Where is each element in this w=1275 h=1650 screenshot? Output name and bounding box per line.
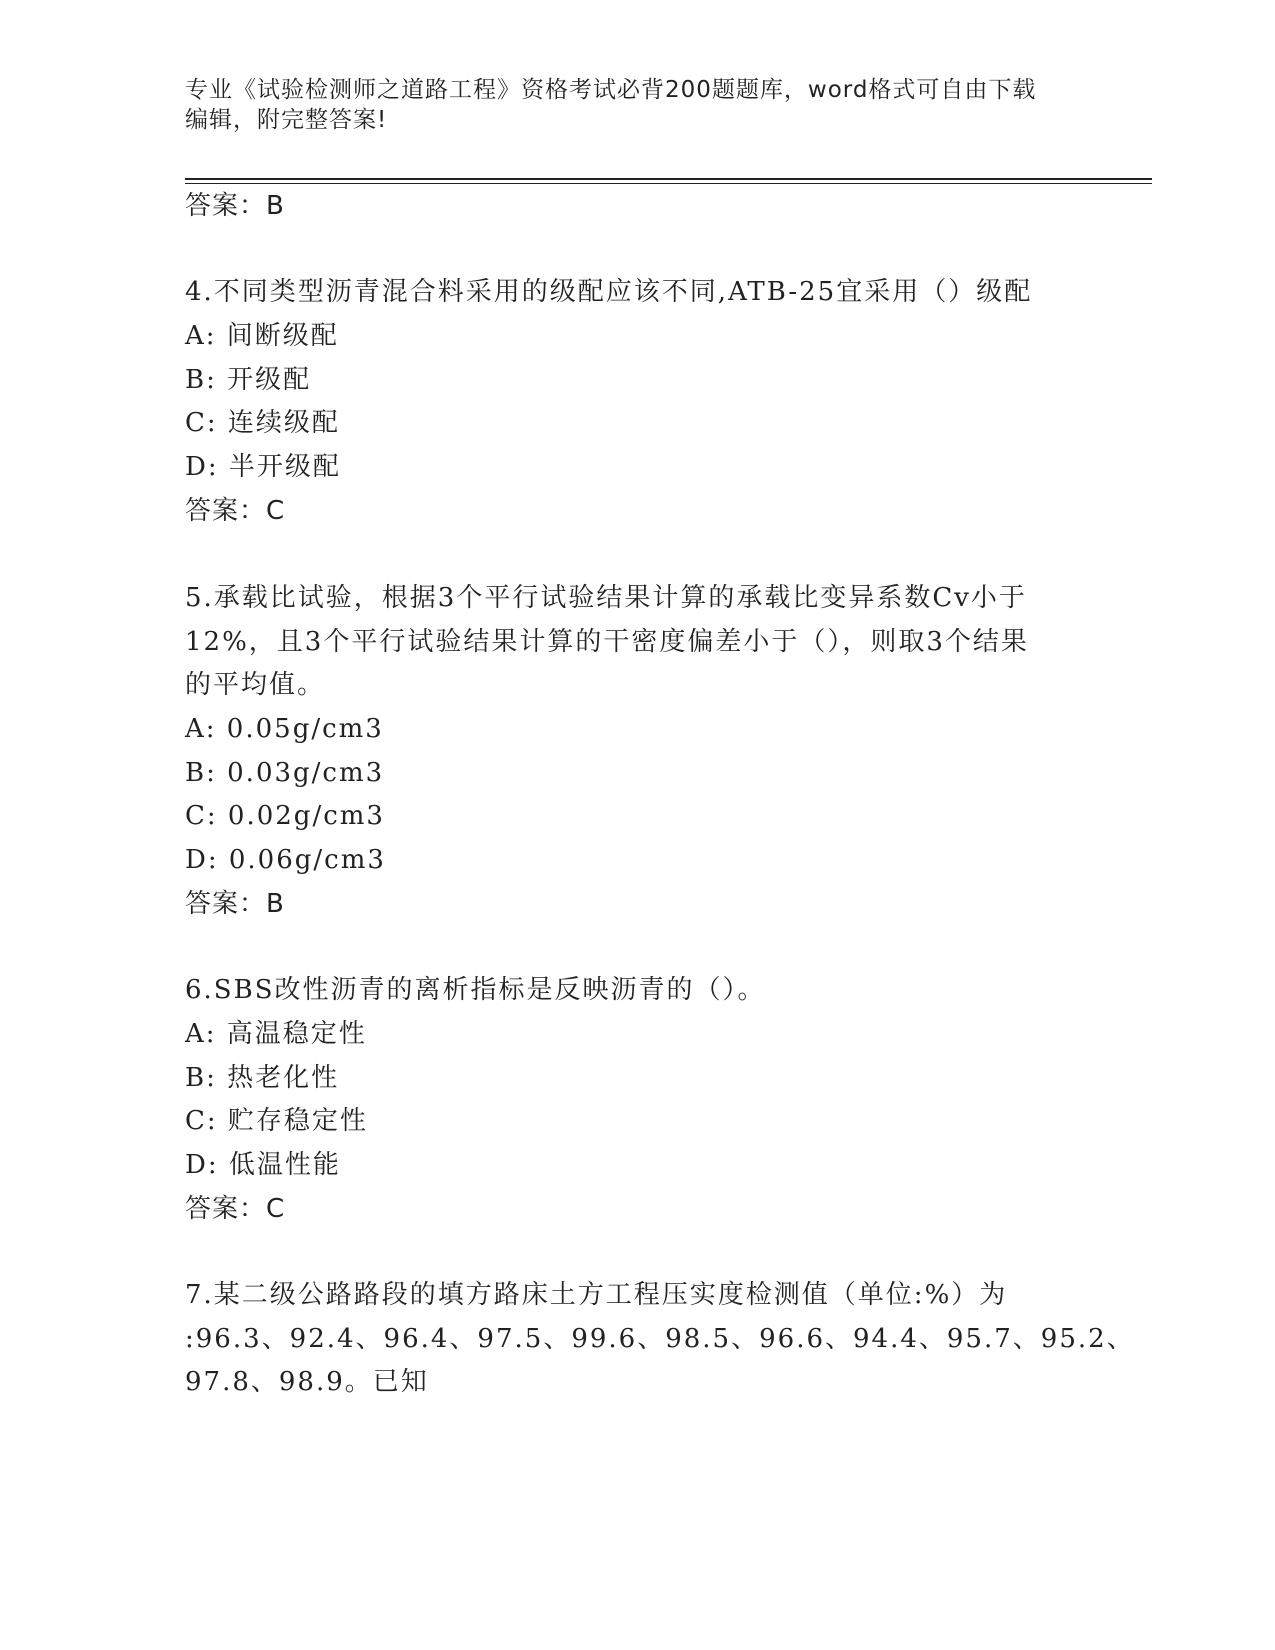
question-text: 4.不同类型沥青混合料采用的级配应该不同,ATB-25宜采用（）级配 [185, 277, 1033, 307]
option-a: A: 0.05g/cm3 [185, 714, 384, 744]
question-text: 7.某二级公路路段的填方路床土方工程压实度检测值（单位:%）为 [185, 1280, 1008, 1310]
option-b: B: 开级配 [185, 365, 312, 395]
answer-previous: 答案：B [185, 191, 285, 221]
option-c: C: 0.02g/cm3 [185, 801, 385, 831]
option-d: D: 低温性能 [185, 1150, 341, 1180]
option-b: B: 0.03g/cm3 [185, 758, 385, 788]
answer: 答案：C [185, 1194, 286, 1224]
option-d: D: 半开级配 [185, 452, 341, 482]
option-c: C: 贮存稳定性 [185, 1106, 368, 1136]
header-title-line-1: 专业《试验检测师之道路工程》资格考试必背200题题库，word格式可自由下载 [185, 77, 1037, 103]
question-text: 12%，且3个平行试验结果计算的干密度偏差小于（），则取3个结果 [185, 627, 1029, 657]
option-c: C: 连续级配 [185, 408, 340, 438]
option-b: B: 热老化性 [185, 1063, 340, 1093]
question-text: 的平均值。 [185, 670, 326, 700]
answer: 答案：C [185, 496, 286, 526]
option-a: A: 高温稳定性 [185, 1019, 367, 1049]
question-text: 5.承载比试验，根据3个平行试验结果计算的承载比变异系数Cv小于 [185, 583, 1027, 613]
option-a: A: 间断级配 [185, 321, 339, 351]
question-text: 97.8、98.9。已知 [185, 1367, 429, 1397]
header-rule [185, 178, 1152, 180]
question-text: 6.SBS改性沥青的离析指标是反映沥青的（）。 [185, 975, 766, 1005]
question-text: :96.3、92.4、96.4、97.5、99.6、98.5、96.6、94.4、95.7、95.2、 [185, 1324, 1135, 1354]
option-d: D: 0.06g/cm3 [185, 845, 386, 875]
answer: 答案：B [185, 889, 285, 919]
header-rule-secondary [185, 183, 1152, 184]
header-title-line-2: 编辑，附完整答案! [185, 107, 388, 133]
